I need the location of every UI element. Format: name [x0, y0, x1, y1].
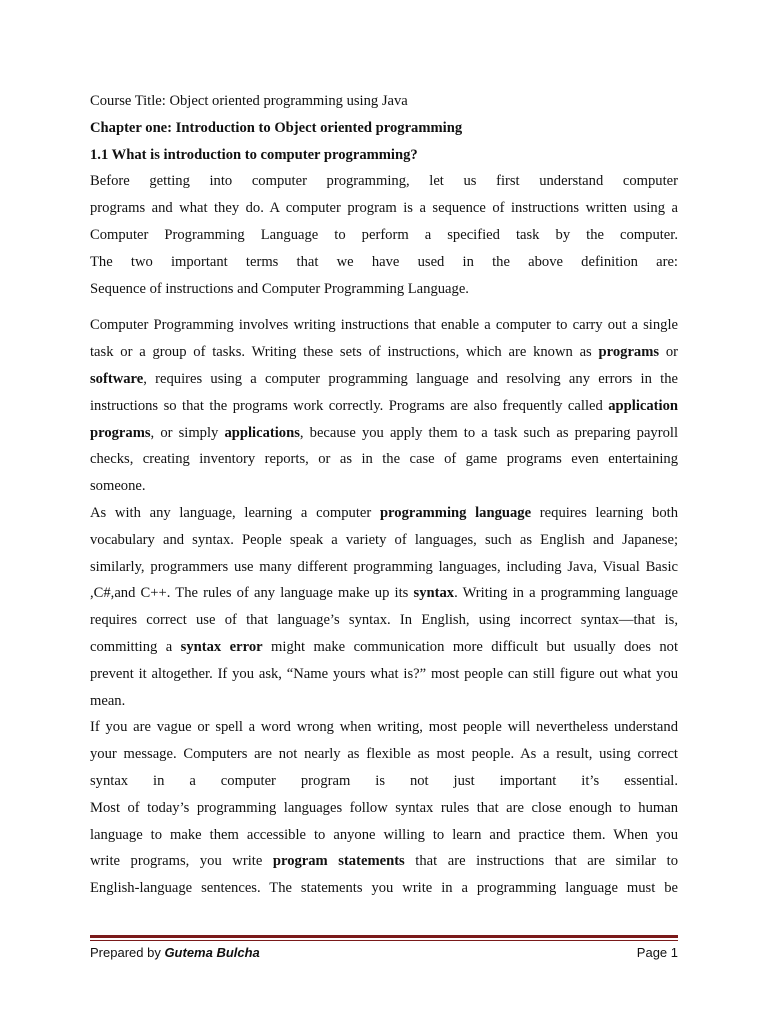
paragraph-line: programs and what they do. A computer program is a sequence of instructions written using a [90, 200, 678, 217]
course-title: Course Title: Object oriented programming using Java [90, 93, 408, 109]
text-run: committing a [90, 638, 181, 655]
paragraph-line: mean. [90, 692, 126, 709]
page-number: Page 1 [636, 945, 678, 960]
text-run: might make communication more difficult but usually does not [262, 638, 678, 655]
paragraph-line: English-language sentences. The statements you write in a programming language must be [90, 880, 678, 897]
section-title: 1.1 What is introduction to computer programming? [90, 146, 418, 163]
bold-term: programming language [379, 504, 532, 521]
paragraph-line: Sequence of instructions and Computer Programming Language. [90, 280, 469, 297]
bold-term: syntax [413, 585, 455, 602]
paragraph-line: Most of today’s programming languages follow syntax rules that are close enough to human [90, 799, 678, 816]
paragraph-line [90, 580, 678, 607]
bold-term: applications [224, 424, 300, 441]
text-run: , requires using a computer programming language and resolving any errors in the [143, 370, 678, 387]
paragraph-line: your message. Computers are not nearly as flexible as most people. As a result, using correct [90, 746, 678, 763]
bold-term: programs [598, 344, 660, 361]
footer-rule-thin [90, 940, 678, 941]
bold-term: application [608, 397, 678, 414]
paragraph-line: prevent it altogether. If you ask, “Name yours what is?” most people can still figure out what you [90, 665, 678, 682]
text-run: . Writing in a programming language [454, 585, 678, 602]
paragraph-line [90, 634, 678, 661]
bold-term: software [90, 370, 144, 387]
bold-term: programs [90, 424, 151, 441]
text-run: write programs, you write [90, 853, 273, 870]
paragraph-4 [90, 714, 678, 902]
text-run: task or a group of tasks. Writing these sets of instructions, which are known as [90, 344, 599, 361]
chapter-title: Chapter one: Introduction to Object oriented programming [90, 119, 463, 136]
paragraph-line: language to make them accessible to anyone willing to learn and practice them. When you [90, 826, 678, 843]
text-run: that are instructions that are similar to [404, 853, 678, 870]
paragraph-line [90, 848, 678, 875]
paragraph-line: vocabulary and syntax. People speak a variety of languages, such as English and Japanese; [90, 531, 678, 548]
paragraph-line: requires correct use of that language’s syntax. In English, using incorrect syntax—that is, [90, 612, 678, 629]
paragraph-line [90, 420, 678, 447]
text-run: , or simply [150, 424, 225, 441]
paragraph-line [90, 339, 678, 366]
text-run: , because you apply them to a task such as preparing payroll [299, 424, 678, 441]
paragraph-line [90, 393, 678, 420]
footer-author [90, 943, 260, 963]
paragraph-line [90, 500, 678, 527]
footer-prepared-label: Prepared by [90, 945, 165, 960]
text-run: requires learning both [531, 504, 678, 521]
paragraph-1 [90, 168, 678, 302]
text-run: or [659, 344, 678, 361]
paragraph-line [90, 366, 678, 393]
document-body [90, 88, 678, 902]
footer-rule-thick [90, 935, 678, 938]
text-run: As with any language, learning a computer [90, 504, 380, 521]
page-footer [90, 943, 678, 963]
paragraph-line: The two important terms that we have used in the above definition are: [90, 253, 678, 270]
paragraph-line: someone. [90, 478, 146, 495]
paragraph-line: If you are vague or spell a word wrong when writing, most people will nevertheless understand [90, 719, 678, 736]
paragraph-3 [90, 500, 678, 714]
paragraph-line: Before getting into computer programming, let us first understand computer [90, 173, 678, 190]
bold-term: program statements [272, 853, 405, 870]
paragraph-line: checks, creating inventory reports, or as in the case of game programs even entertaining [90, 451, 678, 468]
text-run: instructions so that the programs work correctly. Programs are also frequently called [90, 397, 609, 414]
paragraph-line: similarly, programmers use many different programming languages, including Java, Visual Basic [90, 558, 678, 575]
text-run: ,C#,and C++. The rules of any language make up its [90, 585, 414, 602]
paragraph-2 [90, 312, 678, 500]
author-name: Gutema Bulcha [164, 945, 260, 960]
bold-term: syntax error [180, 638, 263, 655]
paragraph-line: Computer Programming involves writing instructions that enable a computer to carry out a single [90, 317, 678, 334]
paragraph-line: Computer Programming Language to perform a specified task by the computer. [90, 226, 678, 243]
paragraph-line: syntax in a computer program is not just important it’s essential. [90, 772, 678, 789]
